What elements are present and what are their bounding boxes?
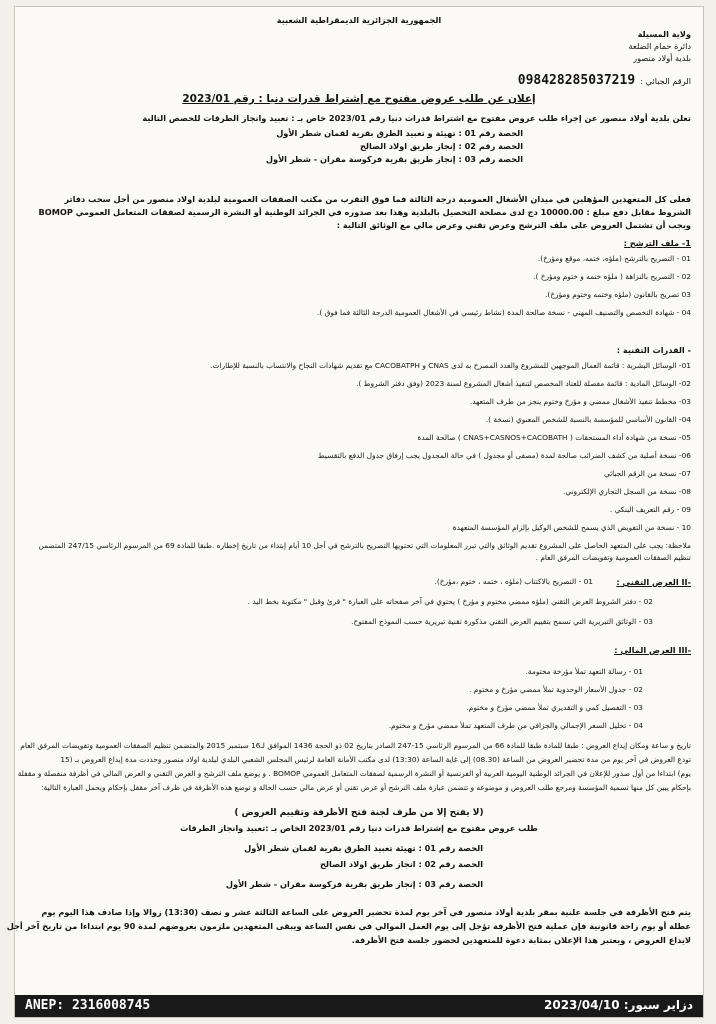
envelope-lot-3: الحصة رقم 03 : إنجاز طريق بقرية فركوسة مقران - شطر الأول — [225, 879, 483, 889]
capacity-item: 10 - نسخة من التفويض الذي يسمح للشخص الوكيل بإلزام المؤسسة المتعهدة — [452, 523, 691, 532]
notice-page — [6, 6, 704, 1018]
tax-number: 098428285037219 — [517, 73, 636, 88]
capacity-item: 07- نسخة من الرقم الجبائي — [603, 469, 691, 478]
eligibility-line-2: الشروط مقابل دفع مبلغ : 10000.00 دج لدى مصلحة التحصيل بالبلدية وهذا بعد صدوره في الجرائد الوطنية أو النشرة الرسمية لصفقات المتعامل العمومي BOMOP — [38, 207, 691, 217]
daira-label: دائرة حمام الضلعة — [628, 41, 691, 51]
deposit-line: يوم) ابتداءا من أول صدور للإعلان في الجرائد الوطنية اليومية العربية أو الفرنسية أو النشرة الرسمية لصفقات المتعامل العمومي BOMOP . و يوضع ملف الترشح و العرض التقني و العرض المالي في أظرفة منفصلة و مقفلة — [17, 769, 691, 778]
section-3-item: 01 - رسالة التعهد تملأ مؤرخة مختومة. — [525, 667, 643, 676]
eligibility-line-3: ويجب أن تشتمل العروض على ملف الترشح وعرض تقني وعرض مالي مع الوثائق التالية : — [336, 220, 691, 230]
deposit-line: تاريخ و ساعة ومكان إيداع العروض : طبقا للمادة طبقا للمادة 66 من المرسوم الرئاسي 15-247 الصادر بتاريخ 02 ذو الحجة 1436 الموافق لـ16 سبتمبر 2015 والمتضمن تنظيم الصفقات العمومية وتفويضات المرفق العام — [20, 741, 691, 750]
envelope-lot-1: الحصة رقم 01 : تهيئة تعبيد الطرق بقرية لقمان شطر الأول — [244, 843, 483, 853]
section-2-item: 01 - التصريح بالاكتتاب (ملؤه ، ختمه ، ختوم ،مؤرخ). — [434, 577, 593, 586]
capacity-item: 06- نسخة أصلية من كشف الضرائب صالحة لمدة (مصفى أو مجدول ) في حالة المجدول يجب إرفاق جدول الدفع بالتقسيط — [317, 451, 691, 460]
lot-1: الحصة رقم 01 : تهيئة و تعبيد الطرق بقرية لقمان شطر الأول — [276, 128, 523, 138]
section-2-item: 02 - دفتر الشروط العرض التقني (ملؤه ممضي مختوم و مؤرخ ) يحتوي في آخر صفحاته على العبارة " قرئ وقبل " مكتوبة بخط اليد . — [247, 597, 653, 606]
capacities-note-line-1: ملاحظة: يجب على المتعهد الحاصل على المشروع تقديم الوثائق والتي تبرر المعلومات التي تحتويها التصريح بالترشح في أجل 10 أيام إبتداء من تاريخ إخطاره .طبقا للمادة 69 من المرسوم الرئاسي 247/15 المتضمن — [38, 541, 691, 550]
closing-line: لايداع العروض ، ويعتبر هذا الإعلان بمثابة دعوة للمتعهدين لحضور جلسة فتح الأظرفة. — [351, 935, 691, 945]
closing-line: يتم فتح الأظرفة في جلسة علنية بمقر بلدية أولاد منصور في آخر يوم لمدة تحضير العروض على الساعة الثالثة عشر و نصف (13:30) زوالا وإذا صادف هذا اليوم يوم — [41, 907, 691, 917]
capacity-item: 02- الوسائل المادية : قائمة مفصلة للعتاد المخصص لتنفيذ أشغال المشروع لسنة 2023 (وفق دفتر الشروط ). — [356, 379, 691, 388]
capacity-item: 05- نسخة من شهادة أداء المستحقات ( CNAS+CASNOS+CACOBATH ) صالحة المدة — [417, 433, 691, 442]
capacity-item: 01- الوسائل البشرية : قائمة العمال الموجهين للمشروع والعدد المصرح به لدى CNAS و CACOBATPH مع تقديم شهادات النجاح والانتساب بالنسبة للإطارات. — [210, 361, 691, 370]
section-3-item: 04 - تحليل السعر الإجمالي والجزافي من طرف المتعهد تملأ ممضي مؤرخ و مختوم. — [388, 721, 643, 730]
deposit-line: بإحكام يبين كل منها تسمية المؤسسة ومرجع طلب العروض و موضوعه و تتضمن عبارة ملف الترشح أو عرض تقني أو عرض مالي حسب الحالة و توضع هذه الأظرفة في ظرف آخر مقفل بإحكام ويحمل العبارة التالية: — [41, 783, 691, 792]
section-1-item: 01 - التصريح بالترشح (ملؤه، ختمه، موقع ومؤرخ). — [537, 254, 691, 263]
section-3-item: 02 - جدول الأسعار الوحدوية تملأ ممضي مؤرخ و مختوم . — [469, 685, 643, 694]
section-3-heading: -III العرض المالي : — [614, 645, 691, 655]
capacity-item: 09 - رقم التعريف البنكي . — [609, 505, 691, 514]
commune-label: بلدية أولاد منصور — [633, 53, 691, 63]
tax-label: الرقم الجبائي : — [640, 76, 691, 86]
publication-footer — [15, 995, 703, 1017]
lot-2: الحصة رقم 02 : إنجاز طريق اولاد الصالح — [360, 141, 523, 151]
envelope-title: (لا يفتح إلا من طرف لجنة فتح الأظرفة وتقييم العروض ) — [234, 808, 484, 818]
section-1-item: 02 - التصريح بالنزاهة ( ملؤه ختمه و ختوم ومؤرخ ). — [533, 272, 691, 281]
section-2-heading: -II العرض التقني : — [616, 577, 691, 587]
closing-line: عطلة أو يوم راحة قانونية فإن عملية فتح الأظرفة تؤجل إلى يوم العمل الموالي في نفس الساعة ويبقى المتعهدين ملزمون بعروضهم لمدة 90 يوم ابتداءا من تاريخ آخر أجل — [6, 921, 691, 931]
section-1-heading: 1- ملف الترشح : — [623, 238, 691, 248]
section-2-item: 03 - الوثائق التبريرية التي تسمح بتقييم العرض التقني مذكورة تقنية تبريرية حسب النموذج المفتوح. — [351, 617, 653, 626]
tax-number-row — [518, 69, 691, 88]
section-3-item: 03 - التفصيل كمي و التقديري تملأ ممضي مؤرخ و مختوم. — [466, 703, 643, 712]
newspaper-date: دزاير سبور: 2023/04/10 — [544, 998, 693, 1012]
envelope-subject: طلب عروض مفتوح مع إشتراط قدرات دنيا رقم 2023/01 الخاص بـ :تعبيد وانجاز الطرقات — [180, 823, 538, 833]
anep-reference: ANEP: 2316008745 — [25, 998, 151, 1013]
notice-intro: تعلن بلدية أولاد منصور عن إجراء طلب عروض مفتوح مع اشتراط قدرات دنيا رقم 2023/01 خاص بـ : تعبيد وانجاز الطرقات للحصص التالية — [142, 113, 691, 123]
section-1-item: 03 تصريح بالقانون (ملؤه وختمه وختوم ومؤرخ). — [545, 290, 691, 299]
capacities-heading: - القدرات التقنية : — [616, 345, 691, 355]
lot-3: الحصة رقم 03 : إنجاز طريق بقرية فركوسة مقران - شطر الأول — [265, 154, 523, 164]
section-1-item: 04 - شهادة التخصص والتصنيف المهني - نسخة صالحة المدة (نشاط رئيسي في الأشغال العمومية الدرجة الثالثة فما فوق ). — [317, 308, 691, 317]
republic-heading: الجمهورية الجزائرية الديمقراطية الشعبية — [276, 15, 442, 25]
capacity-item: 03- مخطط تنفيذ الأشغال ممضي و مؤرخ وختوم ينجز من طرف المتعهد. — [469, 397, 691, 406]
capacity-item: 04- القانون الأساسي للمؤسسة بالنسبة للشخص المعنوي (نسخة ). — [485, 415, 691, 424]
capacity-item: 08- نسخة من السجل التجاري الإلكتروني. — [562, 487, 691, 496]
wilaya-label: ولاية المسيلة — [637, 29, 691, 39]
envelope-lot-2: الحصة رقم 02 : انجاز طريق اولاد الصالح — [320, 859, 483, 869]
capacities-note-line-2: تنظيم الصفقات العمومية وتفويضات المرفق العام . — [535, 553, 691, 562]
notice-title: إعلان عن طلب عروض مفتوح مع إشتراط قدرات دنيا : رقم 2023/01 — [182, 93, 536, 105]
deposit-line: تودع العروض في آخر يوم من مدة تحضير العروض من الساعة (08.30) إلى غاية الساعة (13:30) لدى مكتب الأمانة العامة لرئيس المجلس الشعبي البلدي لبلدية اولاد منصور وحددت مدة إيداع العروض بـ (15 — [60, 755, 691, 764]
eligibility-line-1: فعلى كل المتعهدين المؤهلين في ميدان الأشغال العمومية درجة الثالثة فما فوق التقرب من مكتب الصفقات العمومية لبلدية اولاد منصور من أجل سحب دفاتر — [64, 194, 691, 204]
